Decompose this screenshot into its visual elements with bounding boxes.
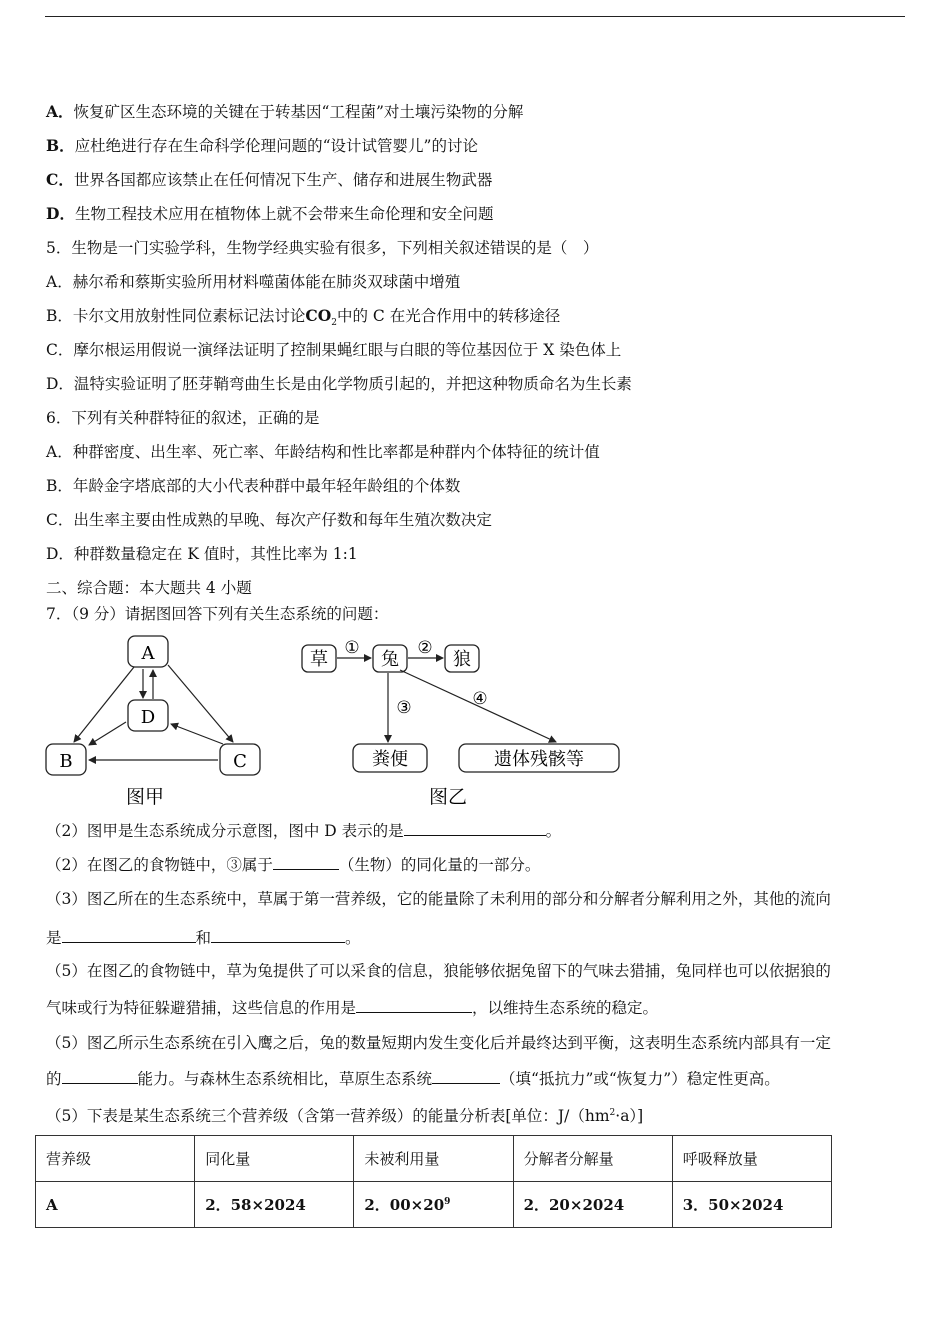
table-header-cell: 未被利用量 [354, 1136, 513, 1182]
node-a-label: A [141, 643, 155, 664]
q7-part-4-line2: 气味或行为特征躲避猎捕，这些信息的作用是 ，以维持生态系统的稳定。 [46, 999, 659, 1017]
q5-stem: 5．生物是一门实验学科，生物学经典实验有很多，下列相关叙述错误的是（ ） [46, 239, 599, 257]
label-1: ① [344, 638, 360, 658]
energy-table [35, 1135, 832, 1228]
table-cell-decomposition: 2．20×2024 [513, 1182, 672, 1228]
table-cell-unused: 2．$00\times 20^9$ [354, 1182, 513, 1228]
q7-part-2: （2）在图乙的食物链中，③属于 （生物）的同化量的一部分。 [46, 856, 541, 874]
q4-option-b: B．应杜绝进行存在生命科学伦理问题的“设计试管婴儿”的讨论 [46, 136, 478, 155]
q5-option-b: B．卡尔文用放射性同位素标记法讨论$CO_2$中的 C 在光合作用中的转移途径 [46, 306, 561, 329]
q6-stem: 6．下列有关种群特征的叙述，正确的是 [46, 409, 320, 427]
label-2: ② [417, 638, 433, 658]
q7-part-1: （2）图甲是生态系统成分示意图，图中 D 表示的是 。 [46, 822, 562, 840]
q4-option-c: C．世界各国都应该禁止在任何情况下生产、储存和进展生物武器 [46, 170, 493, 189]
node-rabbit-label: 兔 [381, 649, 399, 670]
figure-yi [302, 638, 619, 808]
q7-part-4-line1: （5）在图乙的食物链中，草为兔提供了可以采食的信息，狼能够依据兔留下的气味去猎捕，兔同样也可以依据狼的 [46, 962, 831, 980]
label-3: ③ [396, 698, 412, 718]
q5-option-d: D．温特实验证明了胚芽鞘弯曲生长是由化学物质引起的，并把这种物质命名为生长素 [46, 375, 632, 393]
q7-part-3-line1: （3）图乙所在的生态系统中，草属于第一营养级，它的能量除了未利用的部分和分解者分解利用之外，其他的流向 [46, 890, 831, 908]
arrow-c-to-d [171, 724, 223, 744]
q6-option-b: B．年龄金字塔底部的大小代表种群中最年轻年龄组的个体数 [46, 477, 461, 495]
q7-part-5-line2: 的 能力。与森林生态系统相比，草原生态系统 （填“抵抗力”或“恢复力”）稳定性更高。 [46, 1070, 780, 1088]
table-header-cell: 营养级 [36, 1136, 195, 1182]
node-remains-label: 遗体残骸等 [494, 749, 584, 770]
answer-blank[interactable] [273, 855, 339, 870]
figure-jia-caption: 图甲 [125, 786, 165, 808]
arrow-a-to-c [168, 665, 233, 742]
table-row [36, 1182, 832, 1228]
section-title: 二、综合题：本大题共 4 小题 [46, 579, 252, 597]
node-c-label: C [233, 751, 247, 772]
table-header-cell: 分解者分解量 [513, 1136, 672, 1182]
answer-blank[interactable] [62, 928, 196, 943]
answer-blank[interactable] [211, 928, 345, 943]
node-feces-label: 粪便 [372, 749, 408, 770]
q4-option-a: A．恢复矿区生态环境的关键在于转基因“工程菌”对土壤污染物的分解 [46, 102, 524, 121]
header-rule [45, 16, 905, 17]
node-grass-label: 草 [310, 649, 328, 670]
arrow-d-to-b [89, 722, 126, 745]
node-wolf-label: 狼 [453, 649, 471, 670]
q4-option-d: D．生物工程技术应用在植物体上就不会带来生命伦理和安全问题 [46, 204, 494, 223]
node-d-label: D [140, 707, 156, 728]
arrow-a-to-b [74, 667, 134, 742]
table-header-row [36, 1136, 832, 1182]
q7-figures [40, 630, 640, 815]
table-header-cell: 呼吸释放量 [672, 1136, 831, 1182]
answer-blank[interactable] [404, 821, 546, 836]
answer-blank[interactable] [356, 998, 472, 1013]
node-b-label: B [59, 751, 73, 772]
table-cell-assimilation: 2．58×2024 [195, 1182, 354, 1228]
table-cell-level: A [36, 1182, 195, 1228]
q6-option-d: D．种群数量稳定在 K 值时，其性比率为 1:1 [46, 545, 358, 563]
table-header-cell: 同化量 [195, 1136, 354, 1182]
q6-option-c: C．出生率主要由性成熟的早晚、每次产仔数和每年生殖次数决定 [46, 511, 492, 529]
q5-option-c: C．摩尔根运用假说一演绎法证明了控制果蝇红眼与白眼的等位基因位于 X 染色体上 [46, 341, 622, 359]
q6-option-a: A．种群密度、出生率、死亡率、年龄结构和性比率都是种群内个体特征的统计值 [46, 443, 600, 461]
figure-jia [46, 636, 260, 808]
answer-blank[interactable] [432, 1069, 500, 1084]
q7-part-5-line1: （5）图乙所示生态系统在引入鹰之后，兔的数量短期内发生变化后并最终达到平衡，这表明生态系统内部具有一定 [46, 1034, 831, 1052]
q7-part-3-line2: 是 和 。 [46, 929, 361, 947]
table-cell-respiration: 3．50×2024 [672, 1182, 831, 1228]
figure-yi-caption: 图乙 [428, 786, 468, 808]
q7-stem: 7．（9 分）请据图回答下列有关生态系统的问题： [46, 605, 389, 623]
q5-option-a: A．赫尔希和蔡斯实验所用材料噬菌体能在肺炎双球菌中增殖 [46, 273, 461, 291]
answer-blank[interactable] [62, 1069, 138, 1084]
label-4: ④ [472, 689, 488, 709]
q7-part-6: （5）下表是某生态系统三个营养级（含第一营养级）的能量分析表[单位：$J/(hm^2\cdot a)$] [46, 1107, 644, 1126]
